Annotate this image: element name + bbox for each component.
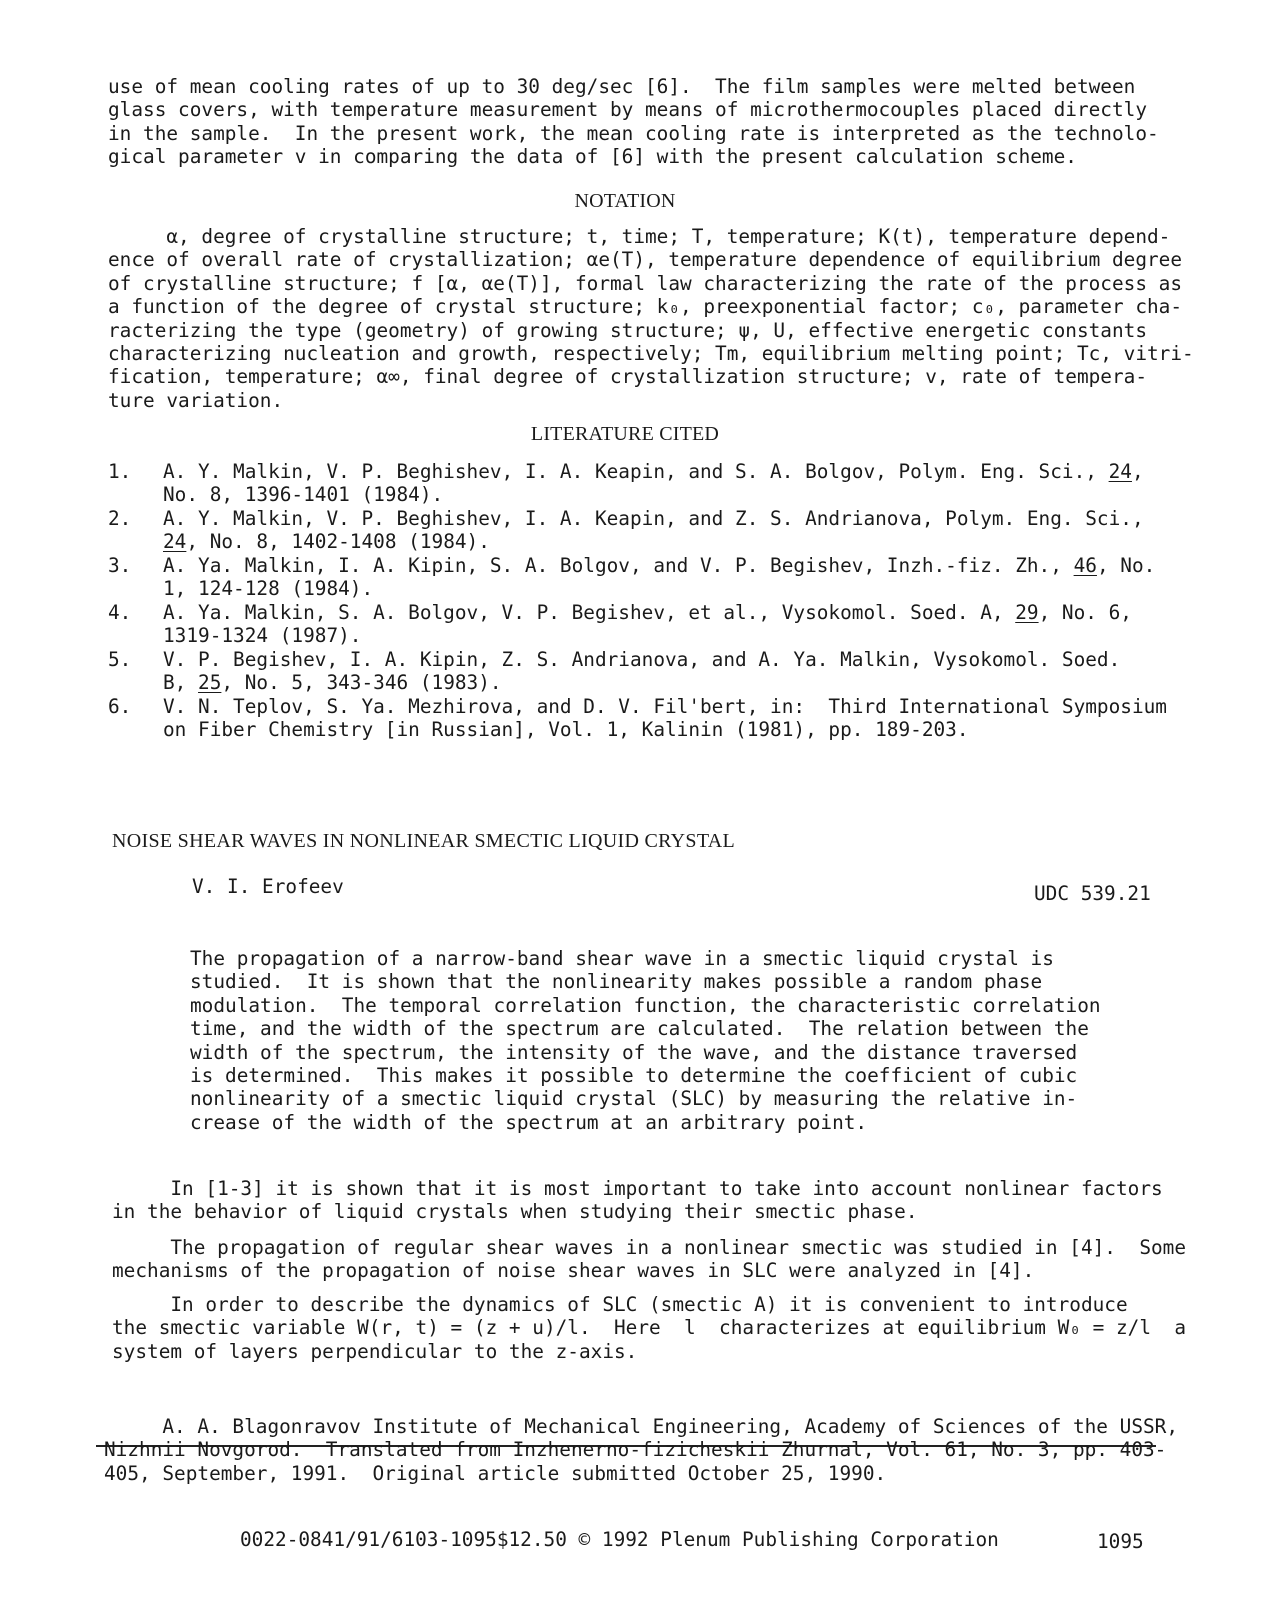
reference-number: 5. — [108, 648, 132, 671]
text-line: of crystalline structure; f [α, αe(T)], formal law characterizing the rate of the process as — [108, 271, 1183, 295]
text-line: crease of the width of the spectrum at an arbitrary point. — [190, 1110, 868, 1134]
text-line: in the behavior of liquid crystals when studying their smectic phase. — [112, 1200, 918, 1224]
text-line: The propagation of regular shear waves in a nonlinear smectic was studied in [4]. Some — [112, 1236, 1187, 1259]
text-line: racterizing the type (geometry) of growing structure; ψ, U, effective energetic constants — [108, 318, 1147, 342]
copyright-line: 0022-0841/91/6103-1095$12.50 © 1992 Plenum Publishing Corporation — [240, 1528, 999, 1551]
text-line: 405, September, 1991. Original article submitted October 25, 1990. — [104, 1461, 887, 1485]
text-line: width of the spectrum, the intensity of the wave, and the distance traversed — [190, 1040, 1078, 1064]
abstract — [190, 947, 1101, 1134]
text-line: glass covers, with temperature measurement by means of microthermocouples placed directly — [108, 98, 1147, 122]
text-line: use of mean cooling rates of up to 30 deg/sec [6]. The film samples were melted between — [108, 75, 1136, 98]
body-paragraph — [112, 1177, 1163, 1224]
reference-item: 4. A. Ya. Malkin, S. A. Bolgov, V. P. Begishev, et al., Vysokomol. Soed. A, 29, No. 6, 1319-1324 (1987). — [108, 601, 1132, 648]
text-line: the smectic variable W(r, t) = (z + u)/l. Here l characterizes at equilibrium W₀ = z/l a — [112, 1316, 1187, 1340]
text-line: nonlinearity of a smectic liquid crystal (SLC) by measuring the relative in- — [190, 1087, 1078, 1111]
literature-heading: LITERATURE CITED — [530, 423, 720, 445]
reference-number: 6. — [108, 695, 132, 718]
page-number: 1095 — [1097, 1530, 1144, 1553]
text-line: Nizhnii Novgorod. Translated from Inzhenerno-fizicheskii Zhurnal, Vol. 61, No. 3, pp. 403- — [104, 1438, 1167, 1462]
text-line: In order to describe the dynamics of SLC (smectic A) it is convenient to introduce — [112, 1293, 1128, 1316]
text-line: system of layers perpendicular to the z-axis. — [112, 1339, 638, 1363]
reference-item: 2. A. Y. Malkin, V. P. Beghishev, I. A. Keapin, and Z. S. Andrianova, Polym. Eng. Sci., 24, No. 8, 1402-1408 (1984). — [108, 507, 1144, 554]
intro-paragraph — [108, 75, 1159, 169]
body-paragraph — [112, 1293, 1186, 1363]
text-line: mechanisms of the propagation of noise shear waves in SLC were analyzed in [4]. — [112, 1259, 1035, 1283]
text-line: time, and the width of the spectrum are calculated. The relation between the — [190, 1017, 1089, 1041]
text-line: ence of overall rate of crystallization; αe(T), temperature dependence of equilibrium degree — [108, 248, 1183, 272]
text-line: gical parameter v in comparing the data of [6] with the present calculation scheme. — [108, 145, 1077, 169]
reference-item: 5. V. P. Begishev, I. A. Kipin, Z. S. Andrianova, and A. Ya. Malkin, Vysokomol. Soed. B, 25, No. 5, 343-346 (1983). — [108, 648, 1121, 695]
text-line: modulation. The temporal correlation function, the characteristic correlation — [190, 993, 1101, 1017]
reference-list — [108, 460, 1168, 742]
body-paragraph — [112, 1236, 1186, 1283]
text-line: characterizing nucleation and growth, respectively; Tm, equilibrium melting point; Tc, vitri- — [108, 342, 1194, 366]
reference-item: 3. A. Ya. Malkin, I. A. Kipin, S. A. Bolgov, and V. P. Begishev, Inzh.-fiz. Zh., 46, No. 1, 124-128 (1984). — [108, 554, 1156, 601]
article-title: NOISE SHEAR WAVES IN NONLINEAR SMECTIC LIQUID CRYSTAL — [112, 830, 736, 852]
text-line: A. A. Blagonravov Institute of Mechanical Engineering, Academy of Sciences of the USSR, — [104, 1415, 1179, 1438]
reference-item: 6. V. N. Teplov, S. Ya. Mezhirova, and D. V. Fil'bert, in: Third International Symposium on Fiber Chemistry [in Russian], Vol. 1, Kalinin (1981), pp. 189-203. — [108, 695, 1167, 742]
notation-body — [108, 225, 1194, 412]
text-line: is determined. This makes it possible to determine the coefficient of cubic — [190, 1064, 1078, 1088]
text-line: The propagation of a narrow-band shear wave in a smectic liquid crystal is — [190, 947, 1054, 970]
text-line: in the sample. In the present work, the mean cooling rate is interpreted as the technolo- — [108, 121, 1159, 145]
reference-number: 3. — [108, 554, 132, 577]
text-line: ture variation. — [108, 388, 284, 412]
text-line: studied. It is shown that the nonlinearity makes possible a random phase — [190, 970, 1043, 994]
text-line: fication, temperature; α∞, final degree of crystallization structure; v, rate of tempera- — [108, 365, 1147, 389]
reference-item: 1. A. Y. Malkin, V. P. Beghishev, I. A. Keapin, and S. A. Bolgov, Polym. Eng. Sci., 24, No. 8, 1396-1401 (1984). — [108, 460, 1144, 507]
reference-number: 2. — [108, 507, 132, 530]
notation-heading: NOTATION — [574, 190, 676, 212]
article-author: V. I. Erofeev — [192, 875, 344, 898]
text-line: α, degree of crystalline structure; t, time; T, temperature; K(t), temperature depend- — [108, 225, 1171, 248]
footnote — [104, 1415, 1178, 1485]
text-line: In [1-3] it is shown that it is most important to take into account nonlinear factors — [112, 1177, 1163, 1200]
udc-code: UDC 539.21 — [1034, 882, 1151, 905]
reference-number: 1. — [108, 460, 132, 483]
reference-number: 4. — [108, 601, 132, 624]
text-line: a function of the degree of crystal structure; k₀, preexponential factor; c₀, parameter cha- — [108, 295, 1183, 319]
